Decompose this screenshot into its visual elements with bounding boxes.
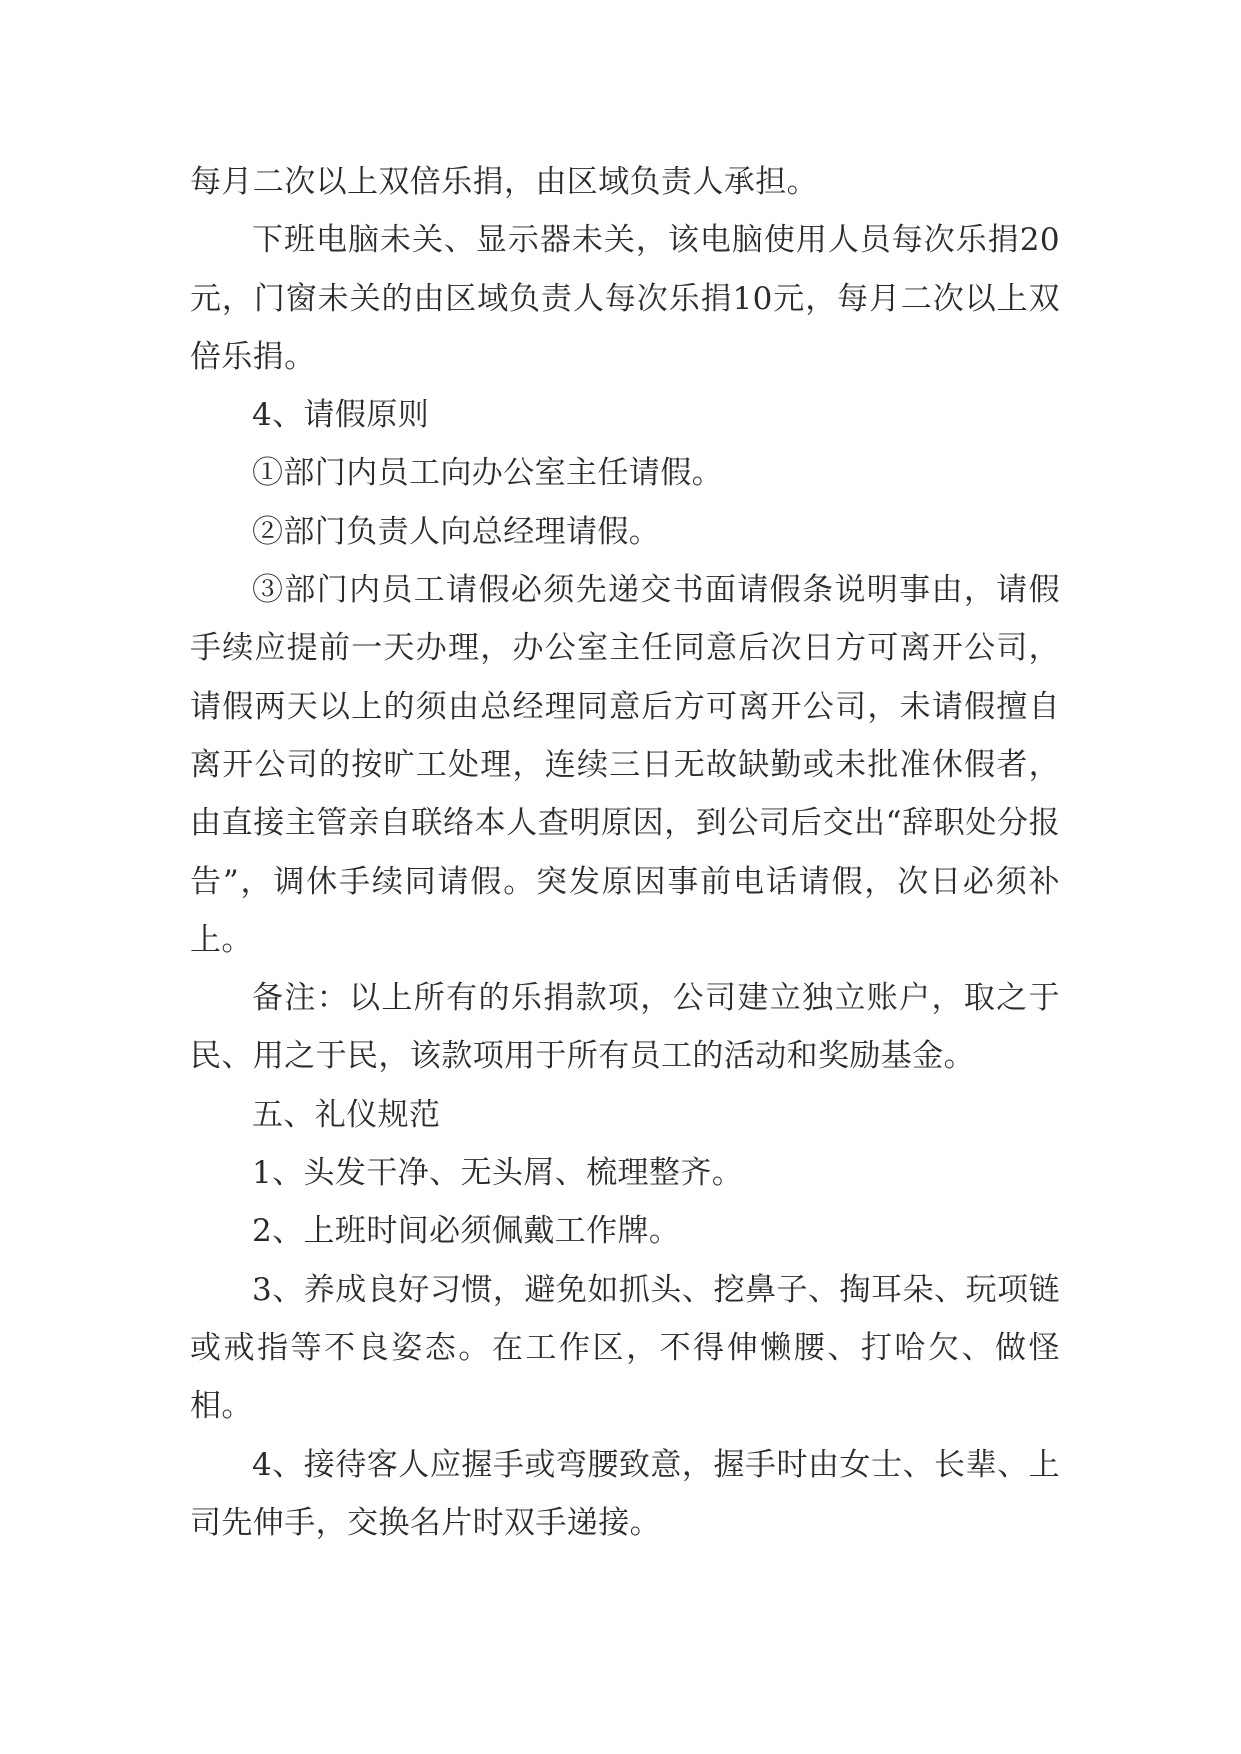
paragraph-remark: 备注：以上所有的乐捐款项，公司建立独立账户，取之于民、用之于民，该款项用于所有员工的活动和奖励基金。	[190, 980, 1060, 1075]
document-body	[190, 153, 1060, 1552]
list-item-badge: 2、上班时间必须佩戴工作牌。	[252, 1213, 681, 1250]
paragraph-double-donation-note: 每月二次以上双倍乐捐，由区域负责人承担。	[190, 164, 818, 200]
list-item-leave-procedure: ③部门内员工请假必须先递交书面请假条说明事由，请假手续应提前一天办理，办公室主任同意后次日方可离开公司，请假两天以上的须由总经理同意后方可离开公司，未请假擅自离开公司的按旷工处理，连续三日无故缺勤或未批准休假者，由直接主管亲自联络本人查明原因，到公司后交出“辞职处分报告”，调休手续同请假。突发原因事前电话请假，次日必须补上。	[190, 572, 1060, 958]
list-item-greeting: 4、接待客人应握手或弯腰致意，握手时由女士、长辈、上司先伸手，交换名片时双手递接。	[190, 1446, 1060, 1541]
section-heading-leave-principles: 4、请假原则	[252, 397, 430, 434]
section-heading-etiquette: 五、礼仪规范	[252, 1096, 441, 1133]
list-item-manager-leave: ②部门负责人向总经理请假。	[252, 513, 661, 550]
list-item-habits: 3、养成良好习惯，避免如抓头、挖鼻子、掏耳朵、玩项链或戒指等不良姿态。在工作区，不得伸懒腰、打哈欠、做怪相。	[190, 1271, 1060, 1425]
paragraph-computer-off-rule: 下班电脑未关、显示器未关，该电脑使用人员每次乐捐20元，门窗未关的由区域负责人每次乐捐10元，每月二次以上双倍乐捐。	[190, 222, 1060, 375]
list-item-staff-leave: ①部门内员工向办公室主任请假。	[252, 455, 723, 492]
list-item-hair: 1、头发干净、无头屑、梳理整齐。	[252, 1155, 744, 1192]
